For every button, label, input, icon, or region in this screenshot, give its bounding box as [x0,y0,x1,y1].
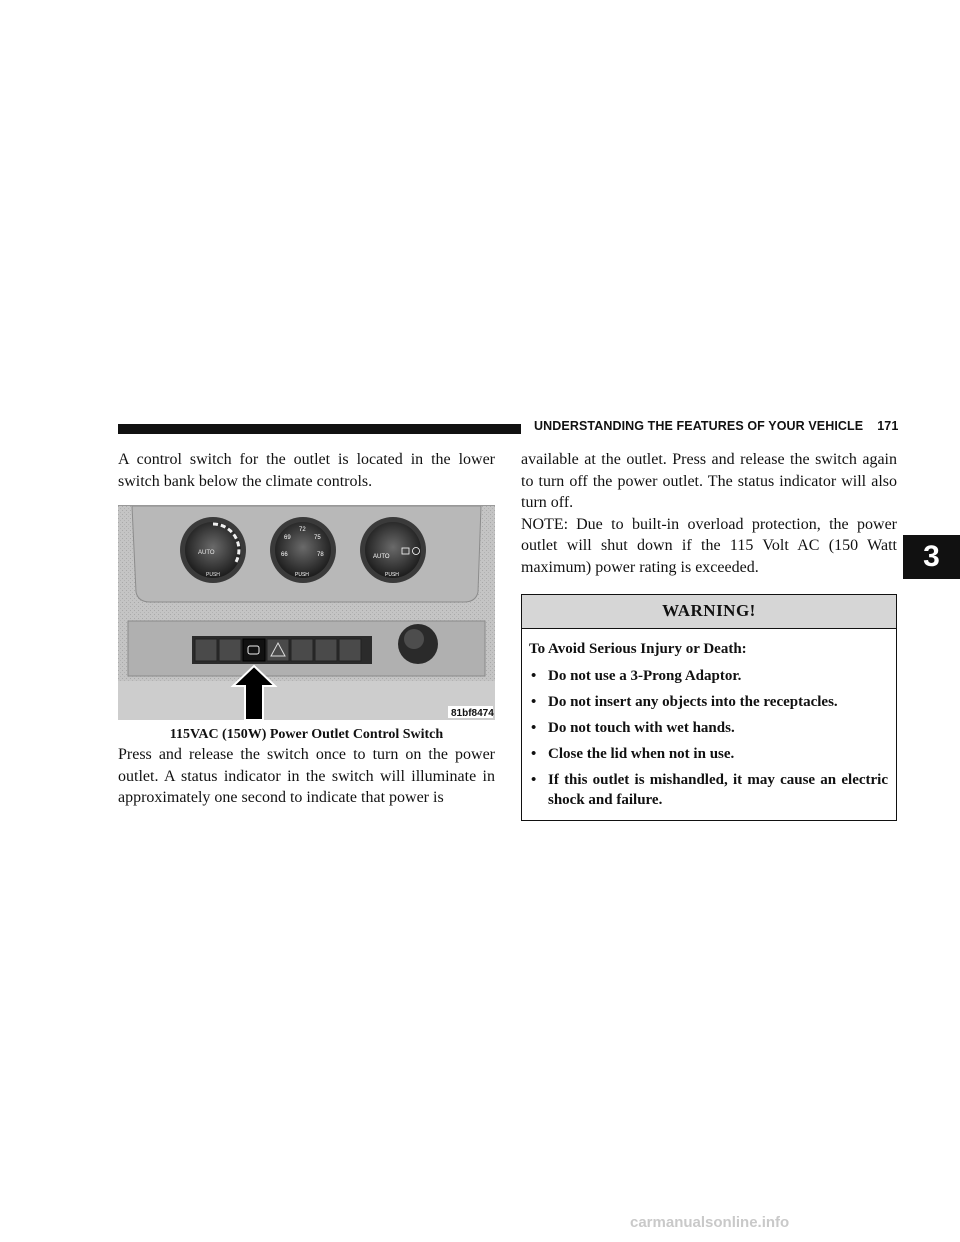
figure-caption: 115VAC (150W) Power Outlet Control Switch [169,727,444,743]
left-column [118,449,495,809]
warning-box [521,594,897,821]
running-header [534,419,898,433]
bullet-icon: • [531,719,537,736]
continued-paragraph: available at the outlet. Press and release the switch again to turn off the power outlet. The status indicator will also turn off. [521,451,897,512]
warning-item-text: Do not insert any objects into the receptacles. [548,693,838,710]
section-title: UNDERSTANDING THE FEATURES OF YOUR VEHICLE [534,419,864,433]
image-code: 81bf8474 [451,708,494,720]
bullet-icon: • [531,745,537,762]
note-paragraph [521,514,897,579]
warning-body [522,629,896,820]
note-text: Due to built-in overload protection, the power outlet will shut down if the 115 Volt AC (150 Watt maximum) power rating is exceeded. [521,515,897,576]
warning-item-text: If this outlet is mishandled, it may cause an electric shock and failure. [548,771,888,808]
dashboard-illustration [118,506,495,720]
instructions-paragraph: Press and release the switch once to turn on the power outlet. A status indicator in the switch will illuminate in approximately one second to indicate that power is [118,746,495,807]
climate-dial-right [360,517,426,583]
site-watermark: carmanualsonline.info [630,1214,790,1231]
header-rule [118,424,521,434]
dial-label: 78 [317,552,324,559]
dial-label: 72 [299,527,306,534]
right-column [521,449,897,821]
dial-label: PUSH [295,572,309,579]
switch-bank-photo [118,505,495,720]
switch-bank [195,639,361,661]
dial-label: PUSH [385,572,399,579]
dial-label: PUSH [206,572,220,579]
warning-intro: To Avoid Serious Injury or Death: [529,640,747,657]
warning-item-text: Close the lid when not in use. [548,745,735,762]
dial-label: AUTO [198,550,215,557]
dial-label: 75 [314,535,321,542]
warning-item-text: Do not touch with wet hands. [548,719,735,736]
bullet-icon: • [531,771,537,788]
power-outlet-switch [243,639,265,661]
climate-dial-center [270,517,336,583]
note-label: NOTE: [521,515,569,533]
warning-list [529,666,888,810]
warning-title: WARNING! [522,595,896,629]
intro-paragraph: A control switch for the outlet is located in the lower switch bank below the climate controls. [118,451,495,490]
list-item [529,666,888,686]
dial-label: 69 [284,535,291,542]
warning-item-text: Do not use a 3-Prong Adaptor. [548,667,742,684]
dial-label: AUTO [373,554,390,561]
chapter-tab: 3 [903,535,960,579]
bullet-icon: • [531,693,537,710]
bullet-icon: • [531,667,537,684]
list-item [529,718,888,738]
dial-label: 66 [281,552,288,559]
list-item [529,770,888,810]
page-number: 171 [877,419,899,433]
climate-dial-left [180,517,246,583]
list-item [529,744,888,764]
list-item [529,692,888,712]
